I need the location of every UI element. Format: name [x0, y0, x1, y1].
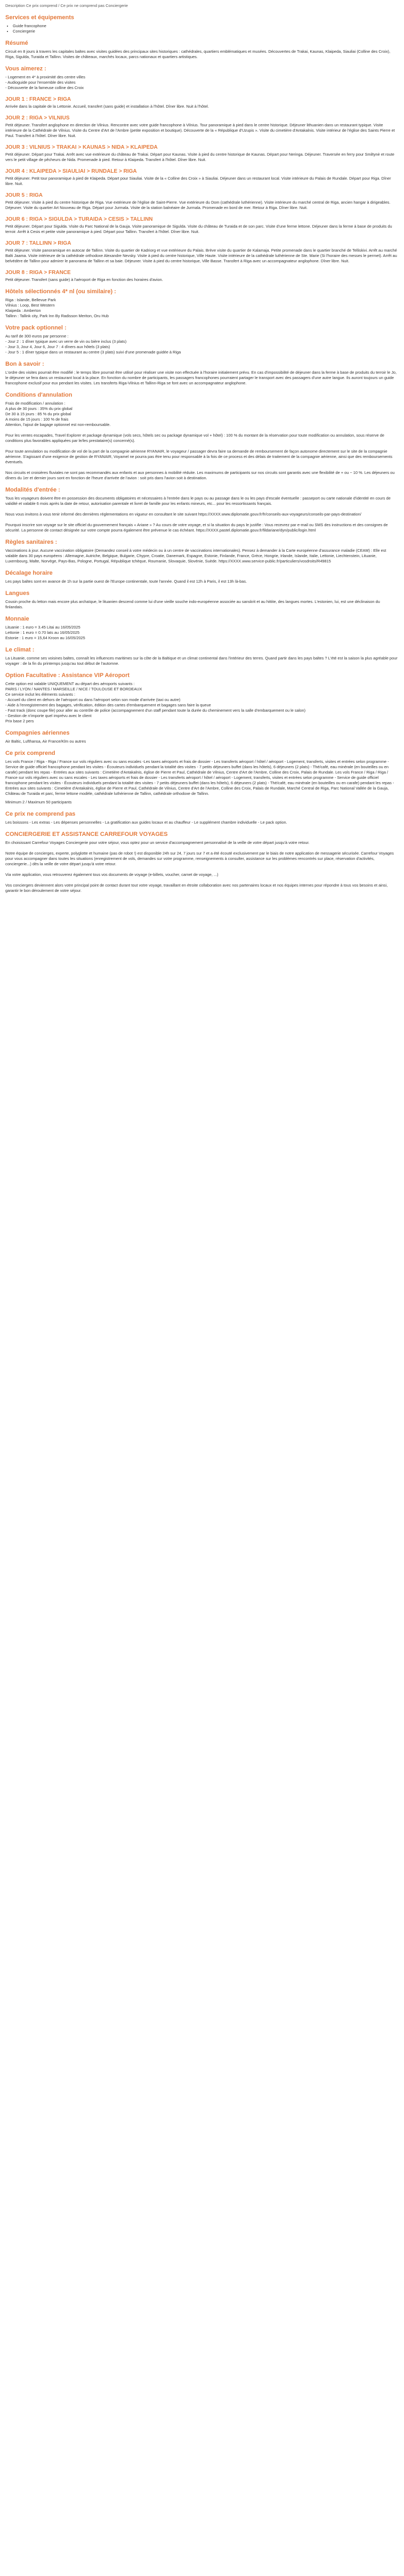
day-text: Petit déjeuner. Transfert (sans guide) à l'aéroport de Riga en fonction des horaires d'avion.: [5, 277, 163, 282]
day-title: JOUR 5 : RIGA: [5, 192, 43, 198]
conditions-paragraph: Pour toute annulation ou modification de vol de la part de la compagnie aérienne RYANAIR, le voyageur / passager devra faire sa demande de remboursement de façon autonome directement sur le site de la compagnie aérienne. S'agissant d'une exigence de gestion de RYANAIR, Voyamel ne pourra pas être tenu pour responsable à la fois de ce process et des délais de traitement de la compagnie aérienne, ainsi que des remboursements éventuels.: [5, 449, 393, 464]
langues-text: Cousin proche du letton mais encore plus archaïque, le lituanien descend comme lui d'une vieille souche indo-européenne associée au sanskrit et au hittite, des langues mortes. L'estonien, lui, est une déclinaison du finlandais.: [5, 599, 380, 609]
monnaie-line: Estonie : 1 euro = 15,64 Kroon au 16/05/2025: [5, 635, 85, 640]
monnaie-line: Lituanie : 1 euro = 3.45 Litai au 16/05/2025: [5, 625, 80, 630]
services-title: Services et équipements: [5, 14, 75, 21]
hotel-item: Riga : Islande, Bellevue Park: [5, 297, 56, 302]
day-text: Petit déjeuner. Départ pour Sigulda. Visite du Parc National de la Gauja. Visite panoramique de Sigulda. Visite du château de Turaida et de son parc. Visite d'une ferme lettone. Déjeuner dans la ferme à base de produits du terroir. Arrêt à Cesis et petite visite panoramique à pied. Départ pour Tallinn. Transfert à l'hôtel. Dîner libre. Nuit.: [5, 224, 392, 234]
conditions-paragraph: Nos circuits et croisières fluviales ne sont pas recommandés aux enfants et aux personnes à mobilité réduite. Les maximums de participants sur nos circuits sont garantis avec une flexibilité de + ou − 10 %. Les déjeuners ou dîners du 1er et dernier jours sont en fonction de l'heure d'arrivée de l'avion : soit pris dans l'avion soit à destination.: [5, 470, 395, 480]
decalage-title: Décalage horaire: [5, 570, 53, 576]
sanitaires-text: Vaccinations à jour. Aucune vaccination obligatoire (Demandez conseil à votre médecin ou à un centre de vaccinations internationales). Pensez à demander à la Carte européenne d'assurance maladie (CEAM) : Elle est valable dans 30 pays européens : Allemagne, Autriche, Belgique, Bulgarie, Chypre, Croatie, Danemark, Espagne, Estonie, Finlande, France, Grèce, Hongrie, Irlande, Islande, Italie, Lettonie, Liechtenstein, Lituanie, Luxembourg, Malte, Norvège, Pays-Bas, Pologne, Portugal, République tchèque, Roumanie, Slovaquie, Slovénie, Suède. https://XXXX.www.service-public.fr/particuliers/vosdroits/R49815: [5, 548, 386, 564]
day-title: JOUR 8 : RIGA > FRANCE: [5, 270, 71, 276]
conciergerie-paragraph: En choisissant Carrefour Voyages Conciergerie pour votre séjour, vous optez pour un service d'accompagnement personnalisé de la veille de votre départ jusqu'à votre retour.: [5, 840, 310, 845]
hotel-item: Tallinn : Tallink city, Park Inn By Radisson Meriton, Oru Hub: [5, 313, 109, 318]
vous-aimerez-item: - Audioguide pour l'ensemble des visites: [5, 80, 76, 85]
compagnies-text: Air Baltic, Lufthansa, Air France/Klm ou autres: [5, 739, 86, 744]
option-line: - Gestion de n'importe quel imprévu avec le client: [5, 713, 92, 718]
intro-text: Description Ce prix comprend / Ce prix ne comprend pas Conciergerie: [5, 3, 128, 8]
vous-aimerez-item: - Logement en 4* à proximité des centre villes: [5, 75, 85, 79]
bon-savoir-text: L'ordre des visites pourrait être modifié ; le temps libre pourrait être utilisé pour réaliser une visite non effectuée à l'horaire initialement prévu. En cas d'impossibilité de déjeuner dans la ferme à base de produits du terroir le Jo, le déjeuner se fera dans un restaurant local à la place. En fonction du nombre de participants, les passagers francophones pourraient partager le transport avec des passagers d'une autre langue. Ils auront toujours un guide francophone exclusif pour eux pendant les visites. Les transferts Riga-Vilnius et Tallinn-Riga se font avec un accompagnateur anglophone.: [5, 370, 397, 385]
conciergerie-title: CONCIERGERIE ET ASSISTANCE CARREFOUR VOYAGES: [5, 831, 168, 838]
conditions-line: A moins de 15 jours : 100 % de frais: [5, 417, 69, 422]
list-item: • Conciergerie: [13, 29, 399, 34]
monnaie-title: Monnaie: [5, 616, 29, 622]
option-line: - Aide à l'enregistrement des bagages, vérification, édition des cartes d'embarquement et bagages sans faire la queue: [5, 703, 211, 707]
hotel-item: Vilnius : Loop, Best Western: [5, 303, 55, 308]
langues-title: Langues: [5, 590, 30, 597]
hotel-item: Klaipeda : Amberton: [5, 308, 41, 313]
day-title: JOUR 2 : RIGA > VILNIUS: [5, 115, 70, 121]
conciergerie-paragraph: Vos conciergers deviennent alors votre principal point de contact durant tout votre voyage, travaillant en étroite collaboration avec nos partenaires locaux et nos équipes internes pour répondre à tous vos besoins et ainsi, garantir le bon déroulement de votre séjour.: [5, 883, 388, 893]
option-line: Prix base 2 pers: [5, 719, 34, 723]
option-title: Option Facultative : Assistance VIP Aéroport: [5, 672, 130, 679]
conciergerie-paragraph: Via votre application, vous retrouverez également tous vos documents de voyage (e-billets, voucher, carnet de voyage, ...): [5, 872, 219, 877]
vous-aimerez-item: - Découverte de la fameuse colline des Croix: [5, 85, 84, 90]
pack-title: Votre pack optionnel :: [5, 325, 67, 331]
bon-savoir-title: Bon à savoir :: [5, 361, 44, 367]
page-content: [0, 0, 404, 893]
formalites-title: Modalités d'entrée :: [5, 487, 60, 493]
day-title: JOUR 1 : FRANCE > RIGA: [5, 96, 71, 102]
decalage-text: Les pays baltes sont en avance de 1h sur la partie ouest de l'Europe continentale, toute l'année. Quand il est 12h à Paris, il est 13h là-bas.: [5, 579, 247, 584]
conciergerie-paragraph: Notre équipe de concierges, experte, polyglotte et humaine (pas de robot !) est disponible 24h sur 24, 7 jours sur 7 et a été écouté exclusivement par le biais de notre application de messagerie sécurisée. Carrefour Voyages pour vous accompagner dans toutes les situations (enregistrement de vols, demandes sur votre programme, renseignements à consulter, assistance sur les problèmes rencontrés sur place, réservation d'activités, conciergerie...) dès la veille de votre départ jusqu'à votre retour.: [5, 851, 394, 866]
conditions-paragraph: Pour les ventes escapades, Travel Explorer et package dynamique (vols secs, hôtels sec ou package dynamique vol + hôtel) : 100 % du montant de la réservation pour toute modification ou annulation, sous réserve de conditions plus favorables appliquées par le/les prestataire(s) concerné(s).: [5, 433, 384, 443]
sanitaires-title: Règles sanitaires :: [5, 539, 58, 545]
climat-text: La Lituanie, comme ses voisines baltes, connaît les influences maritimes sur la côte de la Baltique et un climat continental dans l'intérieur des terres. Quand partir dans les pays baltes ? L'été est la saison la plus agréable pour voyager : de la fin du printemps jusqu'au tout début de l'automne.: [5, 656, 398, 666]
day-title: JOUR 3 : VILNIUS > TRAKAI > KAUNAS > NIDA > KLAIPEDA: [5, 144, 158, 150]
prix-ne-comprend-title: Ce prix ne comprend pas: [5, 811, 76, 817]
day-text: Arrivée dans la capitale de la Lettonie. Accueil, transfert (sans guide) et installation à l'hôtel. Dîner libre. Nuit à l'hôtel.: [5, 104, 209, 109]
conditions-line: Frais de modification / annulation :: [5, 401, 66, 406]
prix-ne-comprend-text: Les boissons - Les extras - Les dépenses personnelles - La gratification aux guides locaux et au chauffeur - Le supplément chambre individuelle - Le pack option.: [5, 820, 287, 825]
conditions-line: A plus de 30 jours : 35% du prix global: [5, 406, 72, 411]
vous-aimerez-title: Vous aimerez :: [5, 66, 46, 72]
option-line: - Fast track (donc coupe file) pour aller au contrôle de police (accompagnement d'un staff pendant toute la durée du cheminement vers la salle d'embarquement ou le salon): [5, 708, 306, 713]
resume-title: Résumé: [5, 40, 28, 46]
conditions-line: Attention, l'ajout de bagage optionnel est non-remboursable.: [5, 422, 111, 427]
formalites-paragraph: Tous les voyageurs doivent être en possession des documents obligatoires et nécessaires à l'entrée dans le pays ou au passage dans le ou les pays d'escale éventuelle : passeport ou carte nationale d'identité en cours de validité et valable 6 mois après la date de retour, autorisation parentale et livret de famille pour les enfants mineurs, etc... pour les ressortissants français.: [5, 496, 391, 506]
option-line: Ce service inclut les éléments suivants :: [5, 692, 76, 697]
day-title: JOUR 7 : TALLINN > RIGA: [5, 240, 71, 246]
formalites-paragraph: Pourquoi inscrire son voyage sur le site officiel du gouvernement français « Ariane » ? Au cours de votre voyage, et si la situation du pays le justifie : Vous recevrez par e-mail ou SMS des instructions et des consignes de sécurité. La personne de contact désignée sur votre compte pourra également être prévenue le cas échéant. https://XXXX.pastel.diplomatie.gouv.fr/fildariane/dyn/public/login.html: [5, 522, 388, 533]
formalites-paragraph: Nous vous invitons à vous tenir informé des dernières réglementations en vigueur en consultant le site suivant https://XXXX.www.diplomatie.gouv.fr/fr/conseils-aux-voyageurs/conseils-par-pays-destination/: [5, 512, 361, 517]
pack-item: - Jour 2 : 1 dîner typique avec un verre de vin ou bière inclus (3 plats): [5, 339, 127, 344]
day-text: Petit déjeuner. Petit tour panoramique à pied de Klaipeda. Départ pour Siauliai. Visite de la « Colline des Croix » à Siauliai. Déjeuner dans un restaurant local. Visite intérieure du Palais de Rundale. Départ pour Riga. Dîner libre. Nuit.: [5, 176, 391, 186]
day-text: Petit déjeuner. Visite à pied du centre historique de Riga. Vue extérieure de l'église de Saint-Pierre. Vue extérieure du Dom (cathédrale luthérienne). Visite intérieure du marché central de Riga, ancien hangar à dirigeables. Déjeuner. Visite du quartier Art Nouveau de Riga. Départ pour Jurmala. Visite de la station balnéaire de Jurmala. Promenade en bord de mer. Retour à Riga. Dîner libre. Nuit.: [5, 200, 391, 210]
option-line: Cette option est valable UNIQUEMENT au départ des aéroports suivants :: [5, 681, 135, 686]
compagnies-title: Compagnies aériennes: [5, 730, 70, 736]
services-list: [13, 23, 399, 34]
pack-item: Au tarif de 300 euros par personne :: [5, 334, 69, 339]
day-title: JOUR 6 : RIGA > SIGULDA > TURAIDA > CESIS > TALLINN: [5, 216, 153, 222]
pack-item: - Jour 3, Jour 4, Jour 6, Jour 7 : 4 dîners aux hôtels (3 plats): [5, 344, 110, 349]
resume-text: Circuit en 8 jours à travers les capitales baltes avec visites guidées des principaux sites historiques : cathédrales, quartiers emblématiques et musées. Découvertes de Trakai, Kaunas, Klaipeda, Siauliai (Colline des Croix), Riga, Sigulda, Turaida et Tallinn. Visites de châteaux, marchés locaux, parcs nationaux et quartiers artistiques.: [5, 49, 391, 59]
monnaie-line: Lettonie : 1 euro = 0.70 lats au 16/05/2025: [5, 630, 80, 635]
climat-title: Le climat :: [5, 647, 35, 653]
prix-comprend-text: Les vols France / Riga - Riga / France sur vols réguliers avec ou sans escales -Les taxes aéroports et frais de dossier - Les transferts aéroport / hôtel / aéroport - Logement, transferts, visites et entrées selon programme - Service de guide officiel francophone pendant les visites - Écouteurs individuels pendant la totalité des visites - 7 petits déjeuners buffet (dans les hôtels), 6 déjeuners (2 plats) - Thé/café, eau minérale (en bouteilles ou en carafe) pendant les repas - Entrées aux sites suivants : Cimetière d'Antakalnis, église de Pierre et Paul, Cathédrale de Vilnius, Centre d'Art de l'Ambre, Colline des Croix, Palais de Rundale. Les vols France / Riga / Riga / France sur vols réguliers avec ou sans escales - Les taxes aéroports et frais de dossier - Les transferts aéroport / hôtel / aéroport - Logement, transferts, visites et entrées selon programme - Service de guide officiel francophone pendant les visites - Écouteurs individuels pendant la totalité des visites - 7 petits déjeuners buffet (dans les hôtels), 6 déjeuners (2 plats) - Thé/café, eau minérale (en bouteilles ou en carafe) pendant les repas - Entrées aux sites suivants : Cimetière d'Antakalnis, église de Pierre et Paul, Cathédrale de Vilnius, Centre d'Art de l'Ambre, Colline des Croix, Palais de Rundale, Marché Central de Riga, Parc National Vallée de la Gauja, Château de Turaida et parc, ferme lettone modèle, cathédrale luthérienne de Tallinn, cathédrale orthodoxe de Tallinn.: [5, 759, 394, 796]
conditions-line: De 30 à 15 jours : 85 % du prix global: [5, 412, 71, 416]
day-text: Petit déjeuner. Départ pour Trakai. Arrêt avec vue extérieure du château de Trakai. Départ pour Kaunas. Visite à pied du centre historique de Kaunas. Départ pour Neringa. Déjeuner. Traversée en ferry pour Smiltynė et route vers le petit village de pêcheurs de Nida. Promenade à pied. Retour à Klaipeda. Transfert à l'hôtel. Dîner libre. Nuit.: [5, 152, 394, 162]
prix-comprend-footer: Minimum 2 / Maximum 50 participants: [5, 800, 72, 804]
day-text: Petit déjeuner. Visite panoramique en autocar de Tallinn. Visite du quartier de Kadriorg et vue extérieure du Palais. Brève visite du quartier de Kalamaja. Petite promenade dans le quartier branché de Telliskivi. Arrêt au marché Balti Jaama. Visite intérieure de la cathédrale orthodoxe Alexandre Nevsky. Visite à pied du centre historique, Ville Haute. Visite intérieure de la cathédrale luthérienne de Ste. Marie (Si l'horaire des messes le permet). Arrêt au belvédère de Tallinn pour admirer le panorama de Tallinn et sa baie. Déjeuner. Visite à pied du centre historique, Ville Basse. Transfert à Riga avec un accompagnateur anglophone. Dîner libre. Nuit.: [5, 248, 397, 263]
prix-comprend-title: Ce prix comprend: [5, 750, 55, 756]
pack-item: - Jour 5 : 1 dîner typique dans un restaurant au centre (3 plats) suivi d'une promenade guidée à Riga: [5, 350, 181, 355]
list-item: • Guide francophone: [13, 23, 399, 29]
day-title: JOUR 4 : KLAIPEDA > SIAULIAI > RUNDALE > RIGA: [5, 168, 137, 174]
conditions-title: Conditions d'annulation: [5, 392, 72, 398]
option-line: PARIS / LYON / NANTES / MARSEILLE / NICE / TOULOUSE ET BORDEAUX: [5, 687, 142, 691]
hotels-title: Hôtels sélectionnés 4* nl (ou similaire) :: [5, 288, 116, 295]
option-line: - Accueil du client en dehors de l'aéroport ou dans l'aéroport selon son mode d'arrivée (taxi ou autre): [5, 697, 181, 702]
day-text: Petit déjeuner. Transfert anglophone en direction de Vilnius. Rencontre avec votre guide francophone à Vilnius. Tour panoramique à pied dans le centre historique. Déjeuner lithuanien dans un restaurant typique. Visite intérieure de la Cathédrale de Vilnius. Visite du Centre d'Art de l'Ambre (petite exposition et boutique). Découverte de la « République d'Uzupis ». Visite du cimetière d'Antakalnis. Visite intérieur de l'église des Saints Pierre et Paul. Transfert à l'hôtel. Dîner libre. Nuit.: [5, 123, 395, 138]
